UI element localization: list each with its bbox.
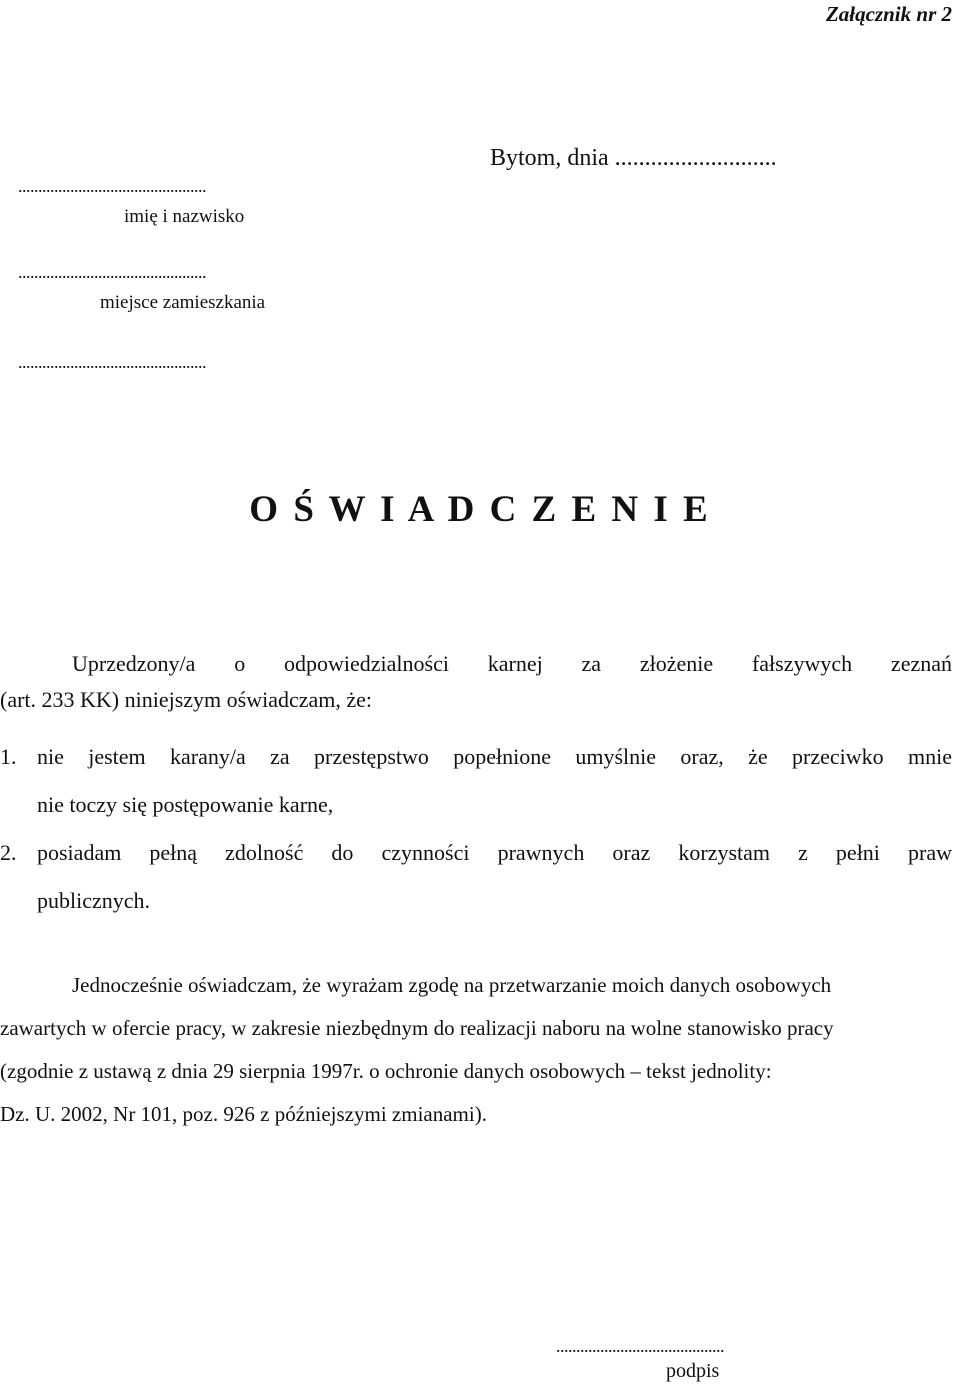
- address-dotted-line: ...............................................: [18, 262, 206, 282]
- list-item-number: 2.: [0, 840, 17, 865]
- signature-dotted-line: ..........................................: [556, 1336, 724, 1356]
- intro-text-1: Uprzedzony/a o odpowiedzialności karnej za złożenie fałszywych zeznań: [72, 651, 952, 676]
- list-item-line-2: nie toczy się postępowanie karne,: [37, 792, 334, 817]
- annex-label: Załącznik nr 2: [825, 2, 952, 26]
- consent-line-1: [0, 964, 948, 1007]
- address-caption: miejsce zamieszkania: [100, 292, 266, 313]
- address-dotted-line-2: ...............................................: [18, 352, 206, 372]
- intro-line-1: [0, 646, 952, 682]
- intro-paragraph: [0, 646, 952, 718]
- consent-paragraph: [0, 964, 948, 1136]
- name-dotted-line: ...............................................: [18, 176, 206, 196]
- list-item-line-1: nie jestem karany/a za przestępstwo popełnione umyślnie oraz, że przeciwko mnie: [37, 744, 952, 769]
- list-item-line-2: publicznych.: [37, 888, 151, 913]
- list-item-line-1: posiadam pełną zdolność do czynności prawnych oraz korzystam z pełni praw: [37, 840, 952, 865]
- declaration-list: [0, 733, 952, 925]
- list-item-number: 1.: [0, 744, 17, 769]
- document-title: O Ś W I A D C Z E N I E: [249, 489, 711, 530]
- place-date-field: Bytom, dnia ...........................: [490, 145, 777, 171]
- name-caption: imię i nazwisko: [124, 206, 245, 227]
- list-item: [0, 733, 952, 829]
- list-item: [0, 829, 952, 925]
- consent-line-2: zawartych w ofercie pracy, w zakresie niezbędnym do realizacji naboru na wolne stanowisko pracy: [0, 1016, 834, 1040]
- consent-line-3: (zgodnie z ustawą z dnia 29 sierpnia 1997r. o ochronie danych osobowych – tekst jednolity:: [0, 1059, 772, 1083]
- consent-line-4: Dz. U. 2002, Nr 101, poz. 926 z późniejszymi zmianami).: [0, 1102, 487, 1126]
- signature-caption: podpis: [666, 1360, 720, 1382]
- intro-line-2: (art. 233 KK) niniejszym oświadczam, że:: [0, 687, 373, 712]
- consent-text-1: Jednocześnie oświadczam, że wyrażam zgodę na przetwarzanie moich danych osobowych: [72, 973, 832, 997]
